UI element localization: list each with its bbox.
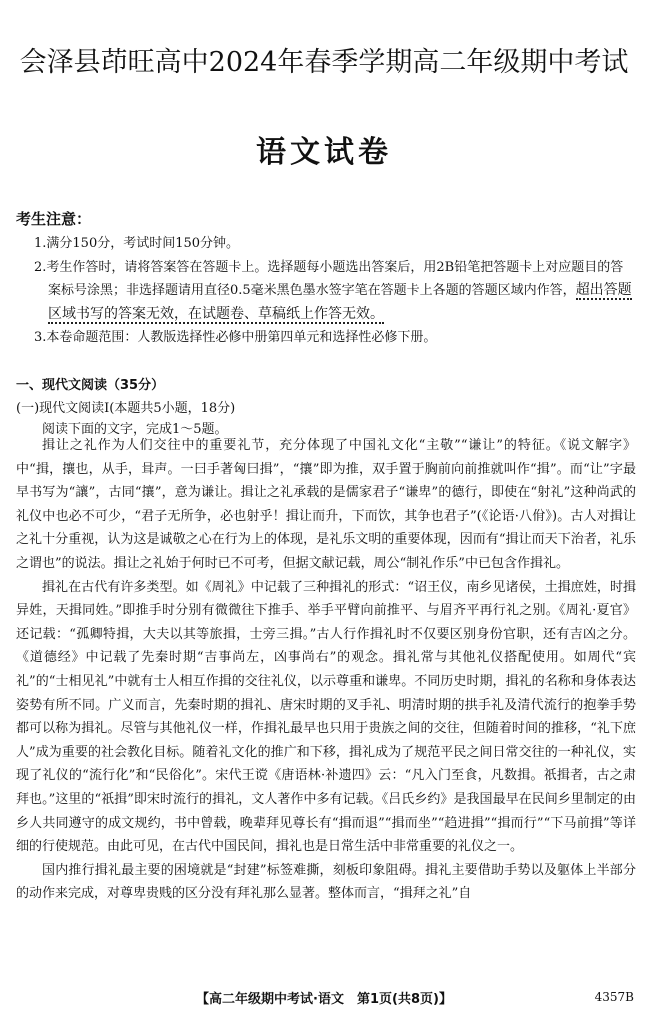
notice-item-3: 3.本卷命题范围：人教版选择性必修中册第四单元和选择性必修下册。 xyxy=(34,330,437,345)
paper-subtitle: 语文试卷 xyxy=(256,135,392,170)
section-heading xyxy=(16,374,164,393)
exam-title: 会泽县茚旺高中2024年春季学期高二年级期中考试 xyxy=(19,47,629,78)
passage-paragraph-1: 揖让之礼作为人们交往中的重要礼节，充分体现了中国礼文化“主敬”“谦让”的特征。《说文解字》中“揖，攘也，从手，咠声。一曰手著匈曰揖”，“攘”即为推，双手置于胸前向前推就叫作“揖”。而“让”字最早书写为“讓”，古同“攘”，意为谦让。揖让之礼承载的是儒家君子“谦卑”的德行，即使在“射礼”这种尚武的礼仪中也必不可少，“君子无所争，必也射乎！揖让而升，下而饮，其争也君子”(《论语·八佾》)。古人对揖让之礼十分重视，认为这是诚敬之心在行为上的体现，是礼乐文明的重要体现，因而有“揖让而天下治者，礼乐之谓也”的说法。揖让之礼始于何时已不可考，但据文献记载，周公“制礼作乐”中已包含作揖礼。 xyxy=(16,438,636,571)
notice-item-1: 1.满分150分，考试时间150分钟。 xyxy=(34,236,240,251)
notice-item-2-highlight: 超出答题区域书写的答案无效，在试题卷、草稿纸上作答无效。 xyxy=(48,282,632,322)
notice-heading: 考生注意： xyxy=(16,210,92,228)
passage-paragraph-3: 国内推行揖礼最主要的困境就是“封建”标签难撕，刻板印象阻碍。揖礼主要借助手势以及躯体上半部分的动作来完成，对尊卑贵贱的区分没有拜礼那么显著。整体而言，“揖拜之礼”自 xyxy=(16,862,636,902)
section-title: 一、现代文阅读（35分） xyxy=(16,378,165,393)
notice-item-2-text: 2.考生作答时，请将答案答在答题卡上。选择题每小题选出答案后，用2B铅笔把答题卡上对应题目的答案标号涂黑；非选择题请用直径0.5毫米黑色墨水签字笔在答题卡上各题的答题区域内作答， xyxy=(34,259,624,298)
notice-list xyxy=(16,232,636,350)
passage-paragraph-2: 揖礼在古代有许多类型。如《周礼》中记载了三种揖礼的形式：“诏王仪，南乡见诸侯，土揖庶姓，时揖异姓，天揖同姓。”即推手时分别有微微往下推手、举手平臂向前推平、与眉齐平再行礼之别。《周礼·夏官》还记载：“孤卿特揖，大夫以其等旅揖，士旁三揖。”古人行作揖礼时不仅要区别身份官职，还有吉凶之分。《道德经》中记载了先秦时期“吉事尚左，凶事尚右”的观念。揖礼常与其他礼仪搭配使用。如周代“宾礼”的“士相见礼”中就有士人相互作揖的交往礼仪，以示尊重和谦卑。不同历史时期，揖礼的名称和身体表达姿势有所不同。广义而言，先秦时期的揖礼、唐宋时期的叉手礼、明清时期的拱手礼及清代流行的抱拳手势都可以称为揖礼。尽管与其他礼仪一样，作揖礼最早也只用于贵族之间的交往，但随着时间的推移，“礼下庶人”成为重要的社会教化目标。随着礼文化的推广和下移，揖礼成为了规范平民之间日常交往的一种礼仪，实现了礼仪的“流行化”和“民俗化”。宋代王谠《唐语林·补遗四》云：“凡入门至食，凡数揖。祇揖者，古之肃拜也。”这里的“祇揖”即宋时流行的揖礼，文人著作中多有记载。《吕氏乡约》是我国最早在民间乡里制定的由乡人共同遵守的成文规约，书中曾载，晚辈拜见尊长有“揖而退”“揖而坐”“趋进揖”“揖而行”“下马前揖”等详细的行使规范。由此可见，在古代中国民间，揖礼也是日常生活中非常重要的礼仪之一。 xyxy=(16,579,636,855)
subsection-heading: (一)现代文阅读Ⅰ(本题共5小题，18分) xyxy=(16,401,236,416)
paper-code: 4357B xyxy=(594,990,634,1004)
page-footer: 【高二年级期中考试·语文 第1页(共8页)】 xyxy=(196,992,452,1007)
passage xyxy=(16,434,636,906)
notice-item-2 xyxy=(16,256,636,327)
reading-instruction: 阅读下面的文字，完成1～5题。 xyxy=(42,422,228,437)
